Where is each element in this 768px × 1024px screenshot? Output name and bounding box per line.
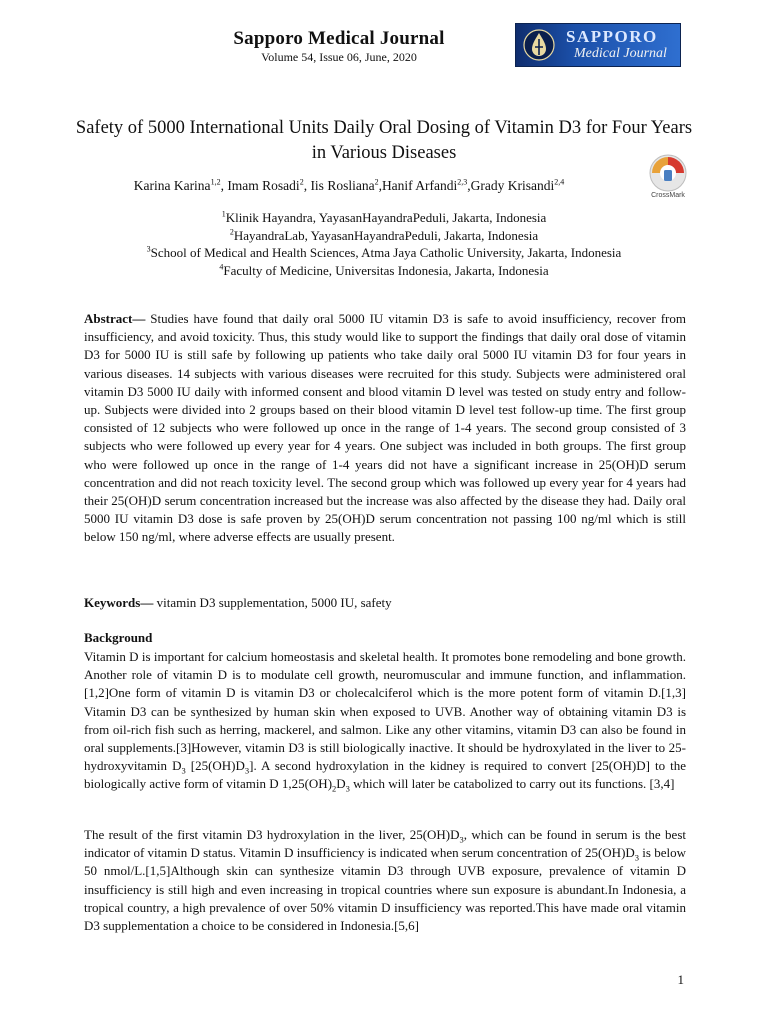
author: Hanif Arfandi$^{2,3}$, — [381, 177, 471, 193]
journal-name: Sapporo Medical Journal — [233, 28, 445, 49]
crossmark-icon[interactable] — [648, 153, 688, 193]
journal-issue: Volume 54, Issue 06, June, 2020 — [261, 50, 417, 64]
author: Grady Krisandi$^{2,4}$ — [470, 177, 565, 193]
author-list — [60, 178, 638, 194]
keywords-label: Keywords— — [84, 595, 154, 610]
section-heading-background: Background — [84, 630, 153, 645]
author: Karina Karina$^{1,2}$, — [133, 177, 228, 193]
crossmark-label: CrossMark — [651, 192, 685, 199]
author: Imam Rosadi$^2$, — [227, 177, 311, 193]
abstract-text: Studies have found that daily oral 5000 IU vitamin D3 is safe to avoid insufficiency, recover from insufficiency, and avoid toxicity. Thus, this study would like to support the findings that daily oral dose of vitamin D3 for 5000 IU is still safe by following up patients who take daily oral 5000 IU vitamin D3 for four years in various diseases. 14 subjects with various diseases were recruited for this study. Subjects were administered oral vitamin D3 5000 IU daily with informed consent and blood vitamin D level was tested on study entry and follow-up. Subjects were divided into 2 groups based on their blood vitamin D level test follow-up time. The first group consisted of 12 subjects who were followed up once in the range of 1-4 years. The second group consisted of 3 subjects who were followed up every year for 4 years. One subject was included in both groups. The first group who were followed up once in the range of 1-4 years did not have a significant increase in 25(OH)D serum concentration and did not reach toxicity level. The second group which was followed up every year for 4 years had their 25(OH)D serum concentration increased but the increase was also affected by the disease they had. Daily oral 5000 IU vitamin D3 dose is safe proven by 25(OH)D serum concentration not passing 100 ng/ml which is still below 150 ng/ml, where adverse effects are usually present. — [84, 311, 686, 545]
page-number: 1 — [677, 972, 684, 987]
affiliations — [80, 209, 688, 279]
journal-logo — [515, 23, 681, 67]
logo-subtitle: Medical Journal — [574, 46, 667, 61]
affiliation: $^4$Faculty of Medicine, Universitas Indonesia, Jakarta, Indonesia — [219, 262, 549, 278]
logo-brand: SAPPORO — [566, 27, 658, 46]
drop-emblem-icon — [522, 28, 556, 62]
background-paragraph-1: Vitamin D is important for calcium homeostasis and skeletal health. It promotes bone remodeling and bone growth. Another role of vitamin D is to modulate cell growth, neuromuscular and immune function, and inflammation. [1,2]One form of vitamin D is vitamin D3 or cholecalciferol which is the more potent form of vitamin D.[1,3] Vitamin D3 can be synthesized by human skin when exposed to UVB. Another way of obtaining vitamin D3 is from oil-rich fish such as herring, mackerel, and salmon. Like any other vitamins, vitamin D3 can also be found in oral supplements.[3]However, vitamin D3 is still biologically inactive. It should be hydroxylated in the liver to 25-hydroxyvitamin $D_3$ $[25(OH)D_3]$. A second hydroxylation in the kidney is required to convert [25(OH)D] to the biologically active form of vitamin D $1,25(OH)_2D_3$ which will later be catabolized to carry out its functions. [3,4] — [84, 649, 686, 795]
author: Iis Rosliana$^2$, — [310, 177, 382, 193]
paper-title: Safety of 5000 International Units Daily Oral Dosing of Vitamin D3 for Four Years in Various Diseases — [75, 118, 693, 163]
background-paragraph-2: The result of the first vitamin D3 hydroxylation in the liver, $25(OH)D_3$, which can be found in serum is the best indicator of vitamin D status. Vitamin D insufficiency is indicated when serum concentration of $25(OH)D_3$ is below 50 nmol/L.[1,5]Although skin can synthesize vitamin D3 through UVB exposure, prevalence of vitamin D insufficiency is still high and even increasing in tropical countries where sun exposure is abundant.In Indonesia, a tropical country, a high prevalence of over 50% vitamin D insufficiency was reported.This have made oral vitamin D3 supplementation a choice to be considered in Indonesia.[5,6] — [84, 827, 686, 934]
affiliation: $^1$Klinik Hayandra, YayasanHayandraPeduli, Jakarta, Indonesia — [221, 209, 547, 225]
keywords-text: vitamin D3 supplementation, 5000 IU, safety — [153, 595, 392, 610]
keywords — [84, 594, 686, 612]
affiliation: $^3$School of Medical and Health Sciences, Atma Jaya Catholic University, Jakarta, Indonesia — [146, 244, 622, 260]
affiliation: $^2$HayandraLab, YayasanHayandraPeduli, Jakarta, Indonesia — [229, 227, 539, 243]
abstract-label: Abstract— — [84, 311, 146, 326]
abstract — [84, 310, 686, 547]
